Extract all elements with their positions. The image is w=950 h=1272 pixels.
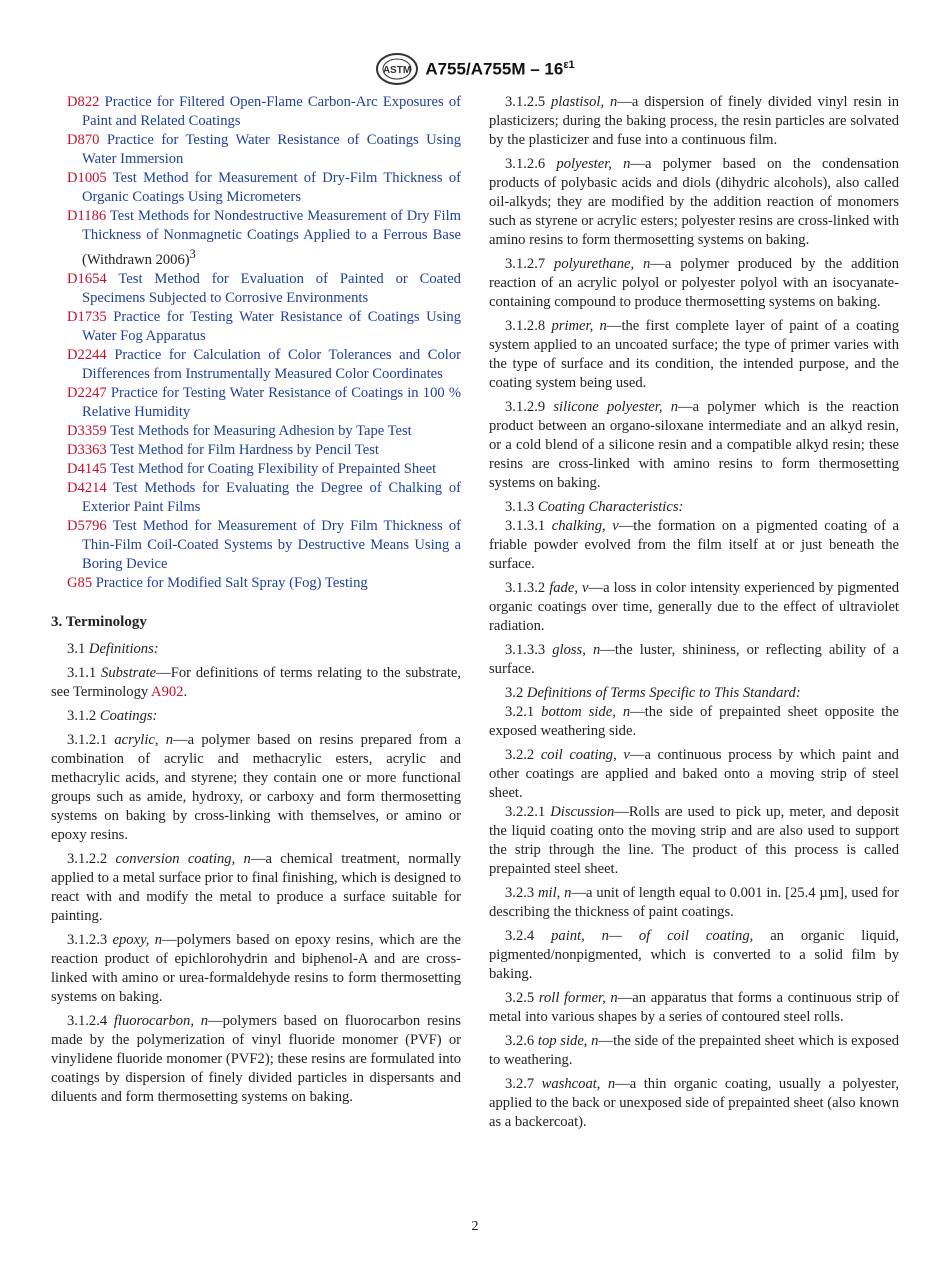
term: roll former, n (538, 990, 618, 1006)
left-column (51, 93, 461, 1112)
terminology-paragraph (489, 1075, 899, 1132)
section-number: 3.1.2.2 (67, 850, 108, 867)
reference-item (51, 270, 461, 308)
reference-code[interactable]: D1005 (67, 170, 107, 186)
term: Definitions of Terms Specific to This Standard: (526, 685, 801, 701)
terminology-paragraph (489, 579, 899, 636)
terminology-link[interactable]: A902 (151, 683, 184, 700)
reference-code[interactable]: D3359 (67, 422, 107, 439)
section-number: 3.2.3 (505, 885, 535, 901)
term: polyurethane, n (554, 256, 651, 272)
term: Discussion (550, 804, 615, 820)
section-number: 3.2.5 (505, 990, 535, 1006)
terminology-paragraph (489, 641, 899, 679)
section-number: 3.1.2.4 (67, 1012, 108, 1029)
reference-note: (Withdrawn 2006) (82, 251, 190, 268)
terminology-paragraph (51, 731, 461, 845)
reference-code[interactable]: D870 (67, 132, 100, 148)
section-number: 3.1.3.1 (505, 518, 546, 534)
term: acrylic, n (114, 731, 174, 748)
definition: —the formation on a pigmented coating of a friable powder evolved from the film itself at or just beneath the surface. (489, 518, 900, 572)
terminology-right (489, 93, 899, 1132)
footnote-marker: 3 (189, 247, 196, 261)
definition: —a continuous process by which paint and other coatings are applied and baked onto a moving strip of steel sheet. (489, 747, 899, 801)
section-number: 3.1.1 (67, 664, 97, 681)
reference-item (51, 346, 461, 384)
definition: —the side of the prepainted sheet which is exposed to weathering. (489, 1033, 899, 1068)
reference-item (51, 131, 461, 169)
section-number: 3.2.4 (505, 928, 535, 944)
reference-title[interactable]: Practice for Testing Water Resistance of Coatings Using Water Fog Apparatus (82, 308, 461, 344)
section-number: 3.1.2 (67, 707, 97, 724)
reference-item (51, 384, 461, 422)
reference-title[interactable]: Test Method for Measurement of Dry-Film Thickness of Organic Coatings Using Micrometers (82, 170, 461, 205)
definition: —an apparatus that forms a continuous strip of metal into various shapes by a series of contoured steel rolls. (489, 990, 899, 1025)
definition-tail: . (183, 683, 188, 700)
terminology-paragraph (489, 317, 899, 393)
term: gloss, n (552, 642, 601, 658)
section-number: 3.1.2.1 (67, 731, 108, 748)
term: coil coating, v (540, 747, 630, 763)
section-number: 3.2 (505, 685, 524, 701)
reference-title[interactable]: Test Method for Film Hardness by Pencil Test (110, 441, 379, 458)
definition: —a polymer which is the reaction product between an organo-siloxane intermediate and an alkyd resin, or a cold blend of a silicone resin and a compatible alkyd resin; these resins are cross-linked with amino resins to form thermosetting systems on baking. (489, 399, 899, 491)
reference-item (51, 441, 461, 460)
term: epoxy, n (112, 931, 163, 948)
astm-logo-icon (375, 52, 419, 86)
svg-text:ASTM: ASTM (383, 65, 412, 76)
definition: —a loss in color intensity experienced by pigmented organic coatings over time, generally due to the effect of ultraviolet radiation. (489, 580, 899, 634)
reference-item (51, 207, 461, 270)
terminology-paragraph (51, 707, 461, 726)
reference-item (51, 517, 461, 574)
definition: , an organic liquid, pigmented/nonpigmented, which is converted to a solid film by baking. (489, 928, 899, 982)
term: mil, n (538, 885, 572, 901)
terminology-paragraph (51, 664, 461, 702)
right-column (489, 93, 899, 1137)
section-number: 3.1.3.3 (505, 642, 546, 658)
terminology-paragraph (489, 989, 899, 1027)
reference-title[interactable]: Test Methods for Nondestructive Measurement of Dry Film Thickness of Nonmagnetic Coatings Applied to a Ferrous Base (82, 208, 461, 243)
reference-title[interactable]: Test Method for Evaluation of Painted or Coated Specimens Subjected to Corrosive Environments (82, 270, 461, 306)
reference-title[interactable]: Practice for Calculation of Color Tolerances and Color Differences from Instrumentally Measured Color Coordinates (82, 346, 461, 382)
definition: —polymers based on fluorocarbon resins made by the polymerization of vinyl fluoride monomer (PVF) or vinylidene fluoride monomer (PVF2); these resins are formulated into coatings by dispersion of finely divided particles in dispersants and diluents and form thermosetting systems on baking. (51, 1012, 461, 1105)
term: silicone polyester, n (553, 399, 678, 415)
term: Coatings: (99, 707, 158, 724)
reference-item (51, 308, 461, 346)
term: washcoat, n (541, 1076, 616, 1092)
term: Definitions: (88, 640, 159, 657)
reference-code[interactable]: D2247 (67, 384, 107, 401)
terminology-paragraph (51, 931, 461, 1007)
reference-code[interactable]: D822 (67, 94, 100, 110)
reference-title[interactable]: Practice for Modified Salt Spray (Fog) Testing (95, 574, 368, 591)
section-number: 3.2.6 (505, 1033, 535, 1049)
term: top side, n (537, 1033, 599, 1049)
section-number: 3.1.2.8 (505, 318, 546, 334)
section-number: 3.2.1 (505, 704, 535, 720)
reference-title[interactable]: Practice for Testing Water Resistance of Coatings Using Water Immersion (82, 132, 462, 167)
terminology-left (51, 640, 461, 1107)
reference-code[interactable]: D2244 (67, 346, 107, 363)
reference-code[interactable]: D1735 (67, 308, 107, 325)
terminology-paragraph (489, 155, 899, 250)
terminology-paragraph (489, 498, 899, 517)
terminology-paragraph (489, 517, 899, 574)
page-number: 2 (471, 1219, 479, 1234)
reference-title[interactable]: Practice for Filtered Open-Flame Carbon-Arc Exposures of Paint and Related Coatings (82, 94, 461, 129)
reference-code[interactable]: G85 (67, 574, 93, 591)
document-designation: $A755/A755M - 16^{\varepsilon 1}$ (425, 58, 575, 79)
section-number: 3.2.2.1 (505, 804, 546, 820)
reference-title[interactable]: Test Methods for Measuring Adhesion by Tape Test (110, 422, 412, 439)
reference-title[interactable]: Test Method for Measurement of Dry Film Thickness of Thin-Film Coil-Coated Systems by Destructive Means Using a Boring Device (82, 517, 461, 572)
terminology-paragraph (489, 927, 899, 984)
reference-code[interactable]: D5796 (67, 517, 107, 534)
terminology-paragraph (51, 1012, 461, 1107)
term: paint, n— of coil coating (551, 928, 750, 944)
terminology-paragraph (489, 746, 899, 803)
term: polyester, n (556, 156, 631, 172)
definition: —a chemical treatment, normally applied to a metal surface prior to final finishing, which is designed to react with and modify the metal to produce a surface suitable for painting. (51, 850, 461, 924)
definition: —the luster, shininess, or reflecting ability of a surface. (489, 642, 899, 677)
definition: —polymers based on epoxy resins, which are the reaction product of epichlorohydrin and biphenol-A and are cross-linked with amino or urea-formaldehyde resins to form thermosetting systems on baking. (51, 931, 461, 1005)
reference-code[interactable]: D3363 (67, 441, 107, 458)
terminology-paragraph (489, 398, 899, 493)
term: plastisol, n (551, 94, 618, 110)
reference-code[interactable]: D4145 (67, 460, 107, 477)
reference-list (51, 93, 461, 593)
section-number: 3.2.2 (505, 747, 535, 763)
section-number: 3.1 (67, 640, 86, 657)
terminology-paragraph (489, 684, 899, 703)
definition: —a dispersion of finely divided vinyl resin in plasticizers; during the baking process, the resin particles are solvated by the plasticizer and fuse into a continuous film. (489, 94, 900, 148)
term: bottom side, n (541, 704, 631, 720)
definition: —a polymer produced by the addition reaction of an acrylic polyol or polyester polyol with an isocyanate-containing compound to produce thermosetting systems on baking. (489, 256, 899, 310)
section-number: 3.1.2.5 (505, 94, 546, 110)
definition: —a thin organic coating, usually a polyester, applied to the back or unexposed side of prepainted sheet (also known as a backercoat). (489, 1076, 899, 1130)
term: chalking, v (551, 518, 619, 534)
page-header (0, 52, 950, 86)
term: fluorocarbon, n (113, 1012, 208, 1029)
reference-code[interactable]: D1654 (67, 270, 107, 287)
terminology-paragraph (489, 803, 899, 879)
term: Substrate (101, 664, 157, 681)
reference-code[interactable]: D1186 (67, 208, 107, 224)
definition: —a unit of length equal to 0.001 in. [25.4 µm], used for describing the thickness of paint coatings. (489, 885, 900, 920)
terminology-paragraph (489, 255, 899, 312)
section-heading: 3. Terminology (51, 613, 147, 630)
term: primer, n (551, 318, 607, 334)
definition: —For definitions of terms relating to the substrate, see Terminology (51, 664, 462, 700)
term: fade, v (549, 580, 589, 596)
terminology-paragraph (489, 1032, 899, 1070)
section-number: 3.1.2.7 (505, 256, 546, 272)
definition: —Rolls are used to pick up, meter, and deposit the liquid coating onto the moving strip and are also used to support the strip through the line. The product of this process is called prepainted steel sheet. (489, 804, 899, 877)
reference-item (51, 93, 461, 131)
reference-title[interactable]: Practice for Testing Water Resistance of Coatings in 100 % Relative Humidity (82, 384, 461, 420)
reference-item (51, 169, 461, 207)
reference-item (51, 574, 461, 593)
section-number: 3.2.7 (505, 1076, 535, 1092)
reference-title[interactable]: Test Method for Coating Flexibility of Prepainted Sheet (110, 460, 437, 477)
section-number: 3.1.2.9 (505, 399, 546, 415)
reference-item (51, 422, 461, 441)
reference-code[interactable]: D4214 (67, 479, 107, 496)
definition: —the side of prepainted sheet opposite the exposed weathering side. (489, 704, 899, 739)
section-number: 3.1.2.6 (505, 156, 546, 172)
term: Coating Characteristics: (537, 499, 684, 515)
terminology-paragraph (489, 93, 899, 150)
terminology-paragraph (51, 640, 461, 659)
terminology-paragraph (51, 850, 461, 926)
term: conversion coating, n (115, 850, 251, 867)
definition: —a polymer based on resins prepared from a combination of acrylic and methacrylic esters, acrylic and methacrylic acids, and styrene; they contain one or more functional groups such as amide, hydroxy, or carboxy and form thermosetting systems on baking by cross-linking with themselves, or amino or epoxy resins. (51, 731, 461, 843)
section-number: 3.1.3 (505, 499, 535, 515)
definition: —a polymer based on the condensation products of polybasic acids and diols (dihydric alcohols), also called oil-alkyds; they are modified by the addition reaction of monomers such as styrene or acrylic esters; polyester resins are cross-linked with amino resins to form thermosetting systems on baking. (489, 156, 899, 248)
reference-item (51, 479, 461, 517)
reference-title[interactable]: Test Methods for Evaluating the Degree of Chalking of Exterior Paint Films (82, 479, 462, 515)
terminology-paragraph (489, 703, 899, 741)
definition: —the first complete layer of paint of a coating system applied to an uncoated surface; the type of primer varies with the type of surface and its condition, the intended purpose, and the coating system being used. (489, 318, 899, 391)
section-number: 3.1.2.3 (67, 931, 108, 948)
section-number: 3.1.3.2 (505, 580, 546, 596)
reference-item (51, 460, 461, 479)
terminology-paragraph (489, 884, 899, 922)
